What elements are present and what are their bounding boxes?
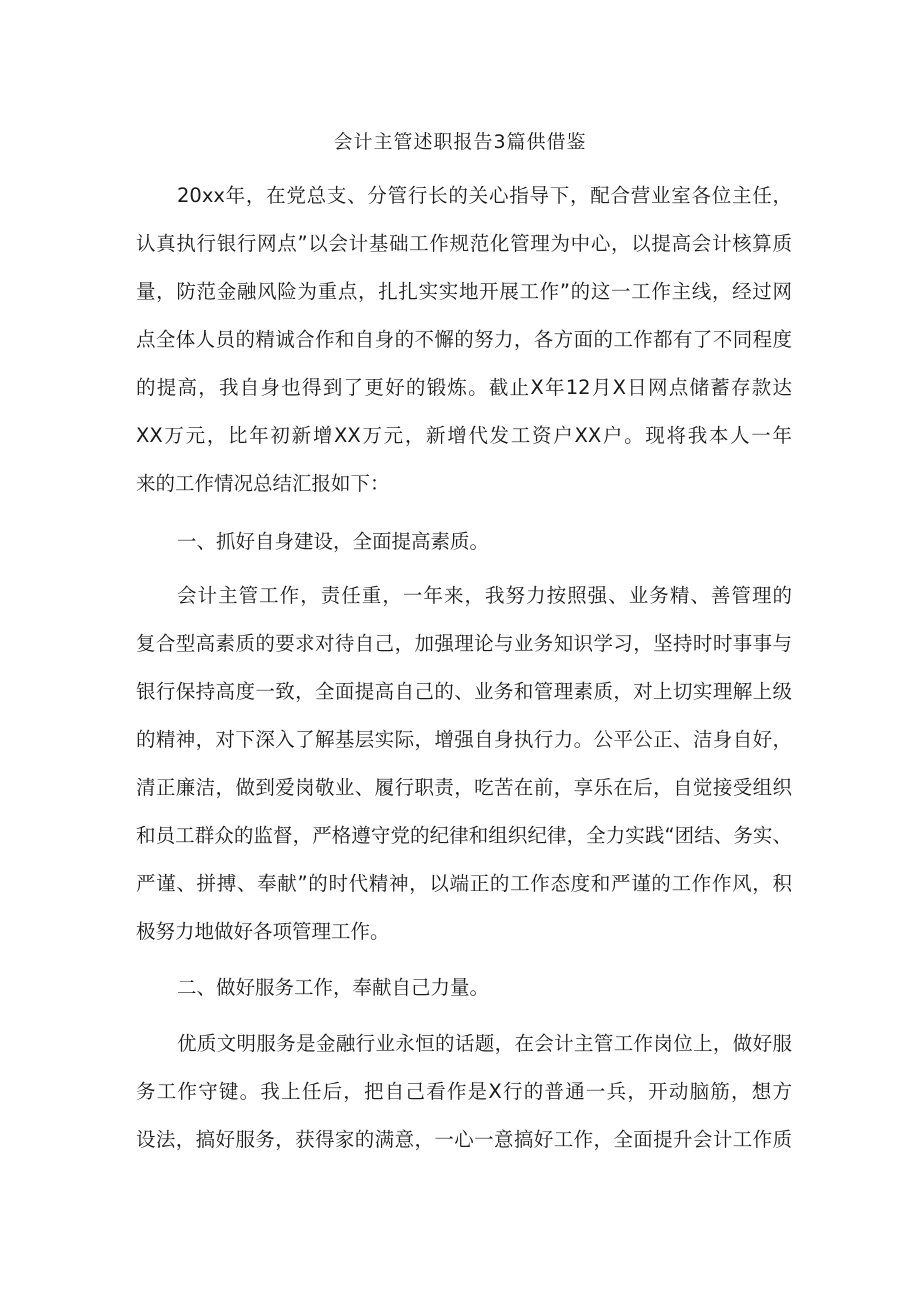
paragraph-line: 设法，搞好服务，获得家的满意，一心一意搞好工作，全面提升会计工作质 [136,1128,792,1151]
paragraph-line: 的精神，对下深入了解基层实际，增强自身执行力。公平公正、洁身自好， [136,728,792,751]
paragraph-line: 和员工群众的监督，严格遵守党的纪律和组织纪律，全力实践“团结、务实、 [136,824,792,847]
paragraph-line: 来的工作情况总结汇报如下： [136,472,390,495]
section-heading: 一、抓好自身建设，全面提高素质。 [177,530,490,553]
paragraph-line: 复合型高素质的要求对待自己，加强理论与业务知识学习，坚持时时事事与 [136,632,792,655]
paragraph-line: 极努力地做好各项管理工作。 [136,920,390,943]
paragraph-line: 量，防范金融风险为重点，扎扎实实地开展工作”的这一工作主线，经过网 [136,280,792,303]
paragraph-line: 严谨、拼搏、奉献”的时代精神，以端正的工作态度和严谨的工作作风，积 [136,872,792,895]
paragraph-line: 会计主管工作，责任重，一年来，我努力按照强、业务精、善管理的 [177,584,792,607]
section-heading: 二、做好服务工作，奉献自己力量。 [177,976,490,999]
paragraph-line: 银行保持高度一致，全面提高自己的、业务和管理素质，对上切实理解上级 [136,680,792,703]
paragraph-line: 清正廉洁，做到爱岗敬业、履行职责，吃苦在前，享乐在后，自觉接受组织 [136,776,792,799]
paragraph-line: XX万元，比年初新增XX万元，新增代发工资户XX户。现将我本人一年 [136,424,792,447]
paragraph-line: 务工作守键。我上任后，把自己看作是X行的普通一兵，开动脑筋，想方 [136,1080,792,1103]
document-title: 会计主管述职报告3篇供借鉴 [333,131,587,153]
paragraph-line: 认真执行银行网点”以会计基础工作规范化管理为中心，以提高会计核算质 [136,232,792,255]
paragraph-line: 的提高，我自身也得到了更好的锻炼。截止X年12月X日网点储蓄存款达 [136,376,792,399]
paragraph-line: 优质文明服务是金融行业永恒的话题，在会计主管工作岗位上，做好服 [177,1032,792,1055]
paragraph-line: 点全体人员的精诚合作和自身的不懈的努力，各方面的工作都有了不同程度 [136,328,792,351]
paragraph-line: 20xx年，在党总支、分管行长的关心指导下，配合营业室各位主任， [177,184,792,207]
